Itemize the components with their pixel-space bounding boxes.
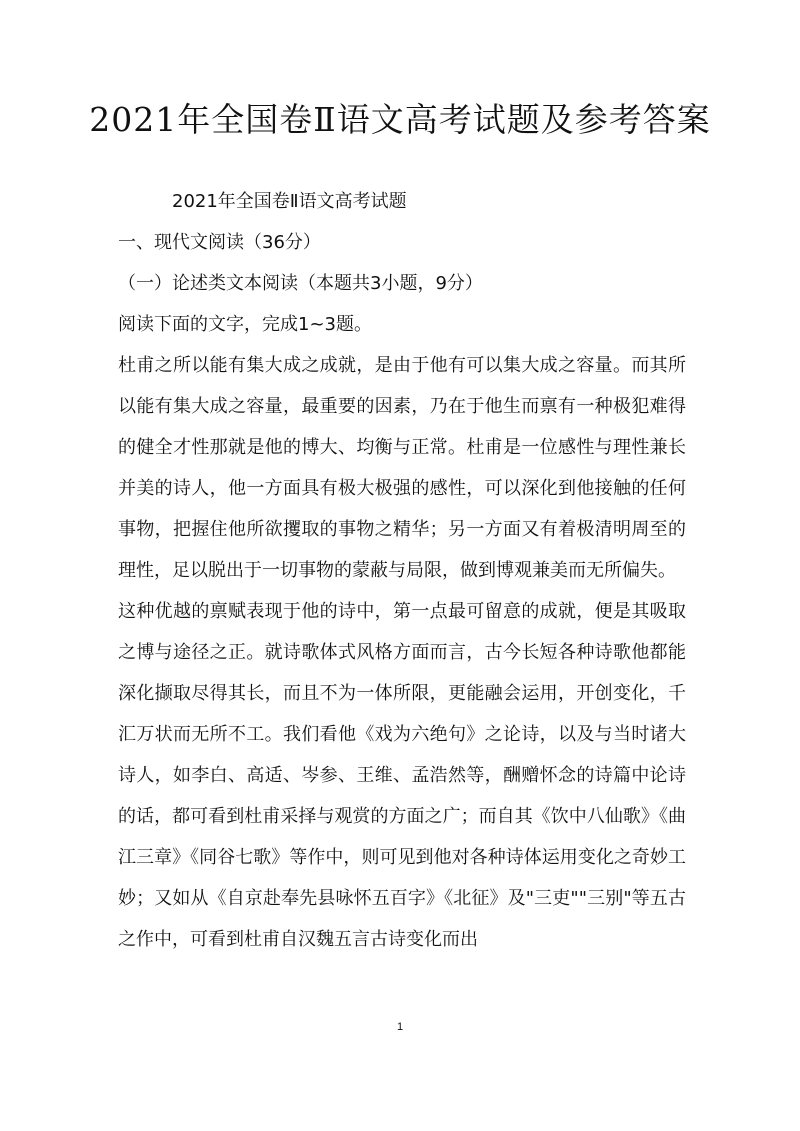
body-paragraph-2: 这种优越的禀赋表现于他的诗中，第一点最可留意的成就，便是其吸取之博与途径之正。就诗歌体式风格方面而言，古今长短各种诗歌他都能深化撷取尽得其长，而且不为一体所限，更能融会运用，开创变化，千汇万状而无所不工。我们看他《戏为六绝句》之论诗，以及与当时诸大诗人，如李白、高适、岑参、王维、孟浩然等，酬赠怀念的诗篇中论诗的话，都可看到杜甫采择与观赏的方面之广；而自其《饮中八仙歌》《曲江三章》《同谷七歌》等作中，则可见到他对各种诗体运用变化之奇妙工妙；又如从《自京赴奉先县咏怀五百字》《北征》及"三吏""三别"等五古之作中，可看到杜甫自汉魏五言古诗变化而出 — [118, 601, 686, 950]
page-number: 1 — [396, 1021, 404, 1033]
reading-instruction: 阅读下面的文字，完成1~3题。 — [118, 314, 372, 335]
section-heading: 一、现代文阅读（36分） — [118, 232, 321, 253]
subsection-heading: （一）论述类文本阅读（本题共3小题，9分） — [118, 273, 483, 294]
body-paragraph-1: 杜甫之所以能有集大成之成就，是由于他有可以集大成之容量。而其所以能有集大成之容量，最重要的因素，乃在于他生而禀有一种极犯难得的健全才性那就是他的博大、均衡与正常。杜甫是一位感性与理性兼长并美的诗人，他一方面具有极大极强的感性，可以深化到他接触的任何事物，把握住他所欲攫取的事物之精华；另一方面又有着极清明周至的理性，足以脱出于一切事物的蒙蔽与局限，做到博观兼美而无所偏失。 — [118, 355, 686, 581]
exam-subtitle: 2021年全国卷Ⅱ语文高考试题 — [172, 191, 407, 212]
document-title: 2021年全国卷Ⅱ语文高考试题及参考答案 — [89, 100, 711, 139]
document-body — [118, 181, 686, 960]
